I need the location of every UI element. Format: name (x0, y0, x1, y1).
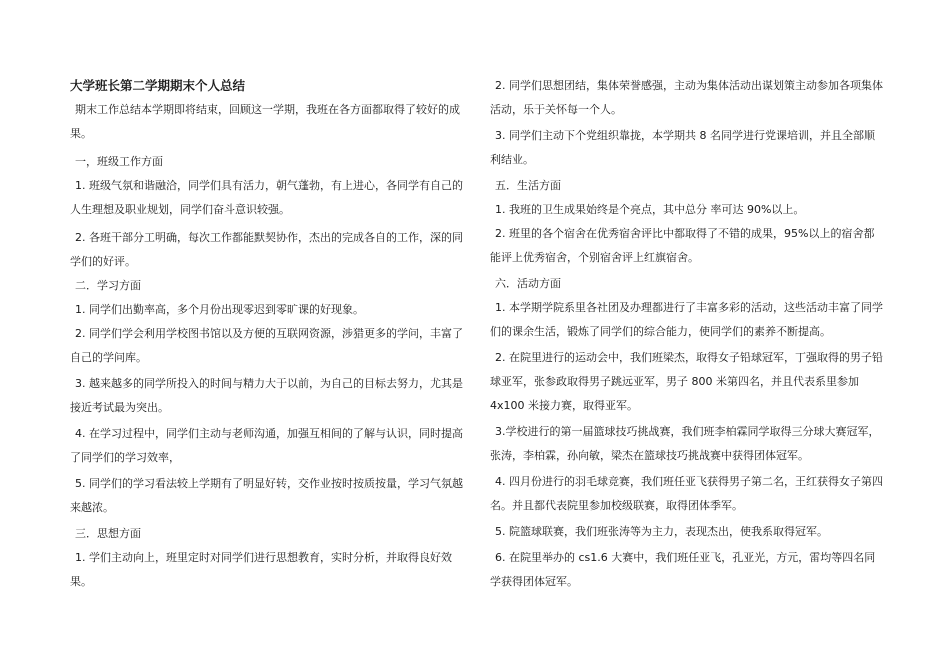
paragraph: 1. 同学们出勤率高，多个月份出现零迟到零旷课的好现象。 (75, 303, 364, 316)
paragraph: 3. 同学们主动下个党组织靠拢，本学期共 8 名同学进行党课培训，并且全部顺利结业。 (490, 129, 875, 166)
document-title: 大学班长第二学期期末个人总结 (70, 78, 246, 93)
section-heading-ideology: 三．思想方面 (75, 527, 141, 540)
paragraph: 2. 同学们学会利用学校图书馆以及方便的互联网资源，涉猎更多的学问，丰富了自己的学问库。 (70, 327, 463, 364)
intro-paragraph: 期末工作总结本学期即将结束，回顾这一学期，我班在各方面都取得了较好的成果。 (70, 103, 460, 140)
paragraph: 1. 学们主动向上，班里定时对同学们进行思想教育，实时分析，并取得良好效果。 (70, 551, 452, 588)
paragraph: 3.学校进行的第一届篮球技巧挑战赛，我们班李柏霖同学取得三分球大赛冠军，张涛，李柏霖，孙向敏，梁杰在篮球技巧挑战赛中获得团体冠军。 (490, 425, 880, 462)
section-heading-study: 二．学习方面 (75, 279, 141, 292)
paragraph: 2. 在院里进行的运动会中，我们班梁杰，取得女子铅球冠军，丁强取得的男子铅球亚军，张参政取得男子跳远亚军，男子 800 米第四名，并且代表系里参加 4x100 米接力赛，取得亚军。 (490, 351, 883, 412)
paragraph: 2. 各班干部分工明确，每次工作都能默契协作，杰出的完成各自的工作，深的同学们的好评。 (70, 231, 463, 268)
paragraph: 4. 四月份进行的羽毛球竞赛，我们班任亚飞获得男子第二名，王红获得女子第四名。并且都代表院里参加校级联赛，取得团体季军。 (490, 475, 883, 512)
paragraph: 1. 本学期学院系里各社团及办理都进行了丰富多彩的活动，这些活动丰富了同学们的课余生活，锻炼了同学们的综合能力，使同学们的素养不断提高。 (490, 301, 883, 338)
paragraph: 2. 同学们思想团结，集体荣誉感强，主动为集体活动出谋划策主动参加各项集体活动，乐于关怀每一个人。 (490, 79, 883, 116)
paragraph: 4. 在学习过程中，同学们主动与老师沟通，加强互相间的了解与认识，同时提高了同学们的学习效率， (70, 427, 463, 464)
section-heading-activities: 六．活动方面 (495, 277, 561, 290)
section-heading-class-work: 一，班级工作方面 (75, 155, 163, 168)
paragraph: 3. 越来越多的同学所投入的时间与精力大于以前，为自己的目标去努力，尤其是接近考试最为突出。 (70, 377, 463, 414)
paragraph: 6. 在院里举办的 cs1.6 大赛中，我们班任亚飞，孔亚光，方元，雷均等四名同学获得团体冠军。 (490, 551, 876, 588)
section-heading-life: 五．生活方面 (495, 179, 561, 192)
paragraph: 5. 同学们的学习看法较上学期有了明显好转，交作业按时按质按量，学习气氛越来越浓。 (70, 477, 463, 514)
paragraph: 5. 院篮球联赛，我们班张涛等为主力，表现杰出，使我系取得冠军。 (495, 525, 828, 538)
paragraph: 1. 我班的卫生成果始终是个亮点，其中总分 率可达 90%以上。 (495, 203, 805, 216)
paragraph: 2. 班里的各个宿舍在优秀宿舍评比中都取得了不错的成果，95%以上的宿舍都能评上优秀宿舍，个别宿舍评上红旗宿舍。 (490, 227, 875, 264)
paragraph: 1. 班级气氛和谐融洽，同学们具有活力，朝气蓬勃，有上进心，各同学有自己的人生理想及职业规划，同学们奋斗意识较强。 (70, 179, 463, 216)
